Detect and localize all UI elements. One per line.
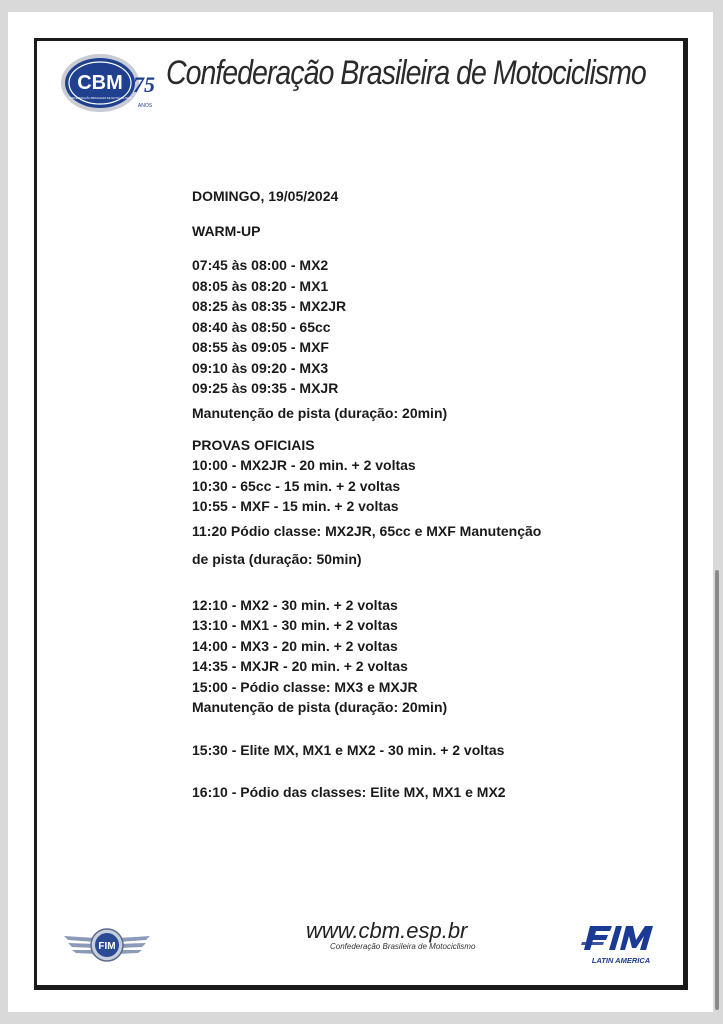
race-item: 10:55 - MXF - 15 min. + 2 voltas — [192, 498, 399, 514]
header-title: Confederação Brasileira de Motociclismo — [166, 54, 646, 92]
warmup-title: WARM-UP — [192, 222, 261, 239]
warmup-item: 07:45 às 08:00 - MX2 — [192, 257, 329, 273]
races-title: PROVAS OFICIAIS — [192, 436, 315, 453]
fim-right-sub: LATIN AMERICA — [591, 956, 651, 965]
logo-badge: 75 — [133, 72, 155, 97]
podium-line-1: 11:20 Pódio classe: MX2JR, 65cc e MXF Manutenção — [192, 522, 542, 539]
warmup-maintenance: Manutenção de pista (duração: 20min) — [192, 404, 448, 421]
warmup-item: 08:55 às 09:05 - MXF — [192, 339, 329, 355]
race-item: 13:10 - MX1 - 30 min. + 2 voltas — [192, 617, 398, 633]
warmup-item: 09:10 às 09:20 - MX3 — [192, 359, 329, 376]
race-item: 10:30 - 65cc - 15 min. + 2 voltas — [192, 477, 401, 494]
fim-left-text: FIM — [98, 941, 116, 952]
scrollbar[interactable] — [715, 570, 719, 1010]
warmup-item: 09:25 às 09:35 - MXJR — [192, 380, 339, 396]
podium-line-2: de pista (duração: 50min) — [192, 550, 362, 567]
final-podium: 16:10 - Pódio das classes: Elite MX, MX1 e MX2 — [192, 784, 506, 800]
block2-maintenance: Manutenção de pista (duração: 20min) — [192, 699, 448, 715]
warmup-item: 08:25 às 08:35 - MX2JR — [192, 298, 347, 314]
schedule — [192, 186, 662, 803]
cbm-logo — [60, 52, 160, 114]
race-item: 14:00 - MX3 - 20 min. + 2 voltas — [192, 637, 398, 654]
elite-race: 15:30 - Elite MX, MX1 e MX2 - 30 min. + 2 voltas — [192, 741, 505, 758]
fim-right-text: FIM — [580, 920, 582, 921]
race-item: 10:00 - MX2JR - 20 min. + 2 voltas — [192, 457, 416, 473]
schedule-day: DOMINGO, 19/05/2024 — [192, 188, 339, 204]
warmup-item: 08:40 às 08:50 - 65cc — [192, 318, 331, 335]
race-item: 14:35 - MXJR - 20 min. + 2 voltas — [192, 658, 408, 674]
footer-url[interactable]: www.cbm.esp.br — [306, 918, 468, 943]
race-item: 12:10 - MX2 - 30 min. + 2 voltas — [192, 596, 398, 613]
footer-url-caption: Confederação Brasileira de Motociclismo — [330, 942, 476, 951]
logo-badge-sub: ANOS — [137, 103, 153, 109]
fim-wings-logo — [62, 918, 152, 970]
logo-caption: CONFEDERAÇÃO BRASILEIRA DE MOTOCICLISMO — [68, 97, 132, 100]
fim-latin-america-logo — [580, 920, 664, 970]
race-item: 15:00 - Pódio classe: MX3 e MXJR — [192, 678, 418, 695]
warmup-item: 08:05 às 08:20 - MX1 — [192, 277, 329, 294]
logo-text: CBM — [77, 72, 123, 94]
